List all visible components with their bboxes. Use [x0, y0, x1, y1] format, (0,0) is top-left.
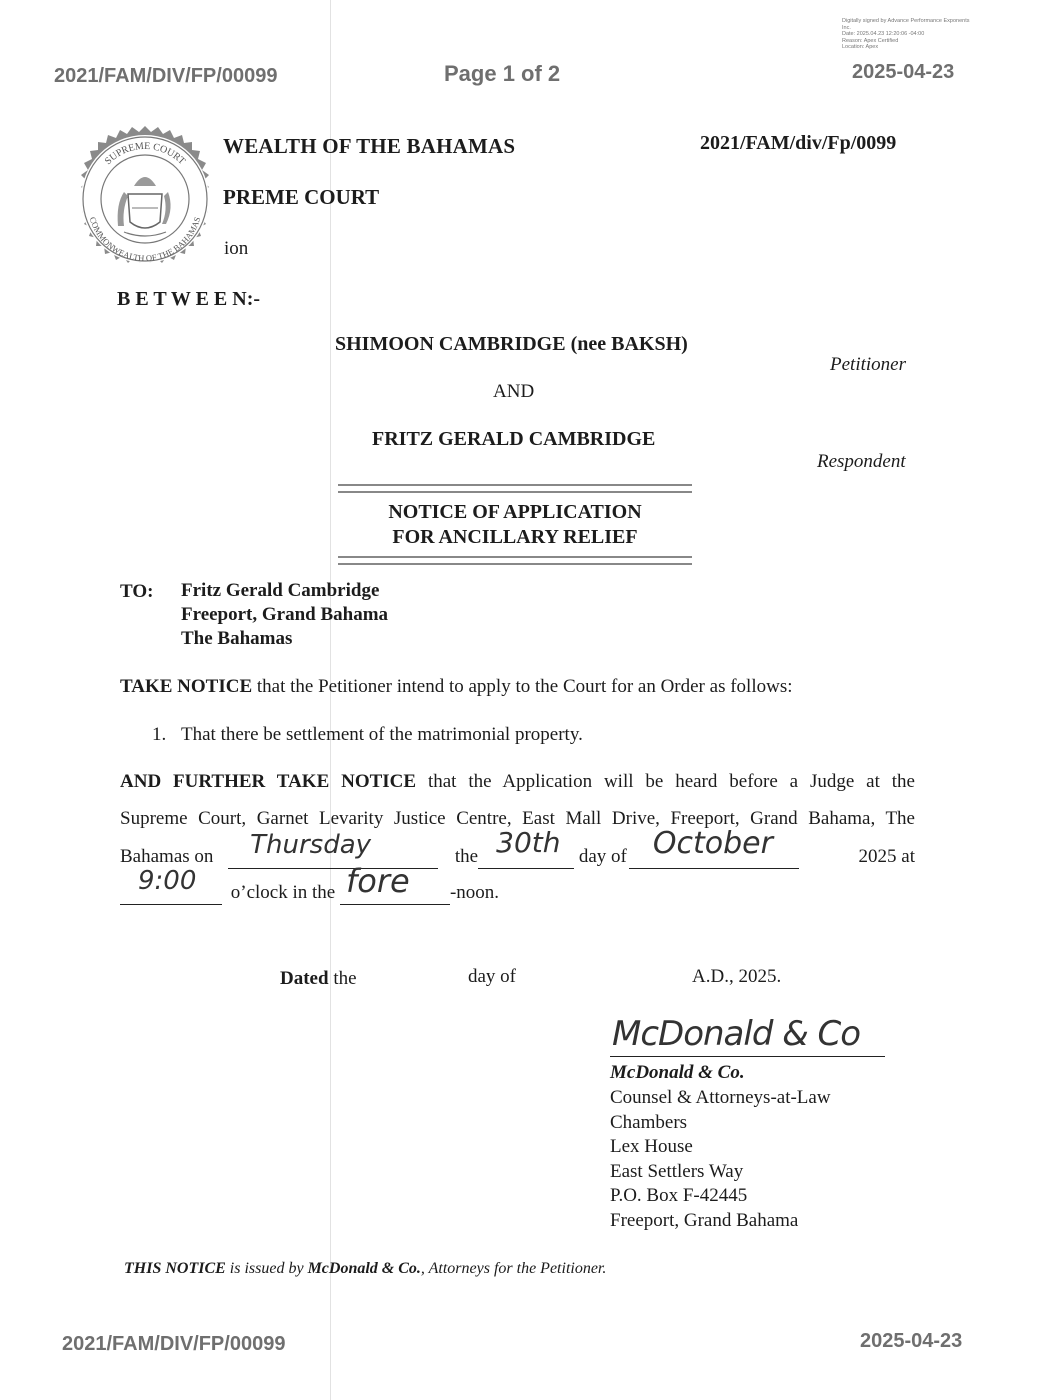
footer-date: 2025-04-23: [860, 1330, 963, 1352]
issued-by-prefix: THIS NOTICE: [124, 1260, 226, 1277]
petitioner-name: SHIMOON CAMBRIDGE (nee BAKSH): [335, 333, 688, 355]
noon-text: -noon.: [449, 882, 500, 903]
hearing-time-line: [120, 862, 500, 905]
signature-line: [610, 1056, 885, 1057]
signature-meta-line: Digitally signed by Advance Performance Exponents: [842, 18, 970, 24]
respondent-role: Respondent: [817, 451, 906, 472]
firm-address-line: P.O. Box F-42445: [610, 1185, 748, 1206]
notice-title-line2: FOR ANCILLARY RELIEF: [392, 526, 638, 548]
order-item-number: 1.: [152, 724, 167, 745]
issued-by-mid: is issued by: [225, 1260, 308, 1277]
signature-meta-line: Reason: Apex Certified: [842, 37, 899, 44]
period-handwritten: fore: [345, 862, 410, 900]
footer-case-number: 2021/FAM/DIV/FP/00099: [62, 1333, 286, 1355]
day-handwritten: 30th: [496, 826, 561, 859]
header-case-number: 2021/FAM/DIV/FP/00099: [54, 65, 278, 87]
dated-ad-year: A.D., 2025.: [692, 966, 782, 987]
time-blank: [120, 866, 222, 905]
issued-by-suffix: , Attorneys for the Petitioner.: [420, 1260, 607, 1277]
page-fold-line: [330, 0, 331, 1400]
dated-bold: Dated: [280, 968, 329, 989]
court-seal: [70, 124, 220, 274]
seal-bottom-text: COMMONWEALTH OF THE BAHAMAS: [87, 215, 203, 264]
and-connector: AND: [493, 381, 535, 402]
signature-meta-line: Location: Apex: [842, 44, 879, 50]
addressee-line: Fritz Gerald Cambridge: [181, 580, 380, 601]
dated-day-of: day of: [468, 966, 517, 987]
petitioner-role: Petitioner: [830, 354, 906, 375]
further-notice-line1: [120, 771, 915, 793]
month-blank: [629, 826, 799, 869]
digital-signature-block: [842, 18, 1012, 51]
notice-title-line1: NOTICE OF APPLICATION: [388, 501, 642, 523]
firm-address-line: Counsel & Attorneys-at-Law: [610, 1087, 831, 1108]
addressee-line: The Bahamas: [181, 628, 293, 649]
title-top-rule: [338, 484, 692, 493]
the-text: the: [454, 846, 479, 867]
time-handwritten: 9:00: [138, 866, 197, 896]
take-notice-lead: TAKE NOTICE: [120, 676, 253, 697]
between-heading: B E T W E E N:-: [117, 288, 261, 310]
addressee-label: TO:: [120, 581, 154, 602]
court-name-line: PREME COURT: [223, 185, 380, 209]
court-division-line: ion: [224, 238, 249, 259]
header-date: 2025-04-23: [852, 61, 955, 83]
day-of-text: day of: [578, 846, 627, 867]
month-handwritten: October: [652, 826, 773, 861]
signature-meta-line: Inc.: [842, 24, 851, 31]
caption-case-reference: 2021/FAM/div/Fp/0099: [700, 132, 897, 154]
handwritten-signature: McDonald & Co: [612, 1014, 861, 1054]
firm-address-line: Lex House: [610, 1136, 693, 1157]
order-item-1: [152, 724, 583, 746]
dated-label: [280, 968, 357, 990]
dated-the: the: [333, 968, 357, 989]
take-notice-paragraph: [120, 676, 793, 698]
respondent-name: FRITZ GERALD CAMBRIDGE: [372, 428, 656, 450]
title-bottom-rule: [338, 556, 692, 565]
firm-address-line: Chambers: [610, 1111, 688, 1133]
issued-by-firm: McDonald & Co.: [307, 1260, 421, 1277]
further-notice-line2: Supreme Court, Garnet Levarity Justice Centre, East Mall Drive, Freeport, Grand Bahama, The: [120, 808, 915, 829]
further-notice-lead: AND FURTHER TAKE NOTICE: [120, 771, 417, 792]
weekday-handwritten: Thursday: [250, 830, 372, 860]
order-item-text: That there be settlement of the matrimonial property.: [181, 724, 583, 745]
firm-address-block: [610, 1086, 831, 1233]
period-blank: [340, 862, 450, 905]
issued-by-notice: [124, 1260, 606, 1278]
firm-address-line: East Settlers Way: [610, 1160, 744, 1182]
oclock-text: o’clock in the: [230, 882, 336, 903]
seal-top-text: SUPREME COURT: [102, 140, 188, 168]
further-notice-text: that the Application will be heard before a Judge at the: [416, 771, 915, 792]
court-jurisdiction-line: WEALTH OF THE BAHAMAS: [223, 134, 516, 158]
take-notice-text: that the Petitioner intend to apply to the Court for an Order as follows:: [252, 676, 793, 697]
header-page-label: Page 1 of 2: [444, 61, 561, 86]
year-at-text: 2025 at: [858, 846, 915, 867]
firm-address-line: Freeport, Grand Bahama: [610, 1209, 799, 1231]
addressee-line: Freeport, Grand Bahama: [181, 604, 389, 625]
addressee-block: [181, 579, 388, 651]
bahamas-on-text: Bahamas on: [120, 846, 214, 867]
hearing-date-line: [120, 826, 915, 869]
firm-name: McDonald & Co.: [610, 1062, 745, 1083]
day-blank: [478, 826, 574, 869]
signature-meta-line: Date: 2025.04.23 12:20:06 -04:00: [842, 31, 925, 37]
